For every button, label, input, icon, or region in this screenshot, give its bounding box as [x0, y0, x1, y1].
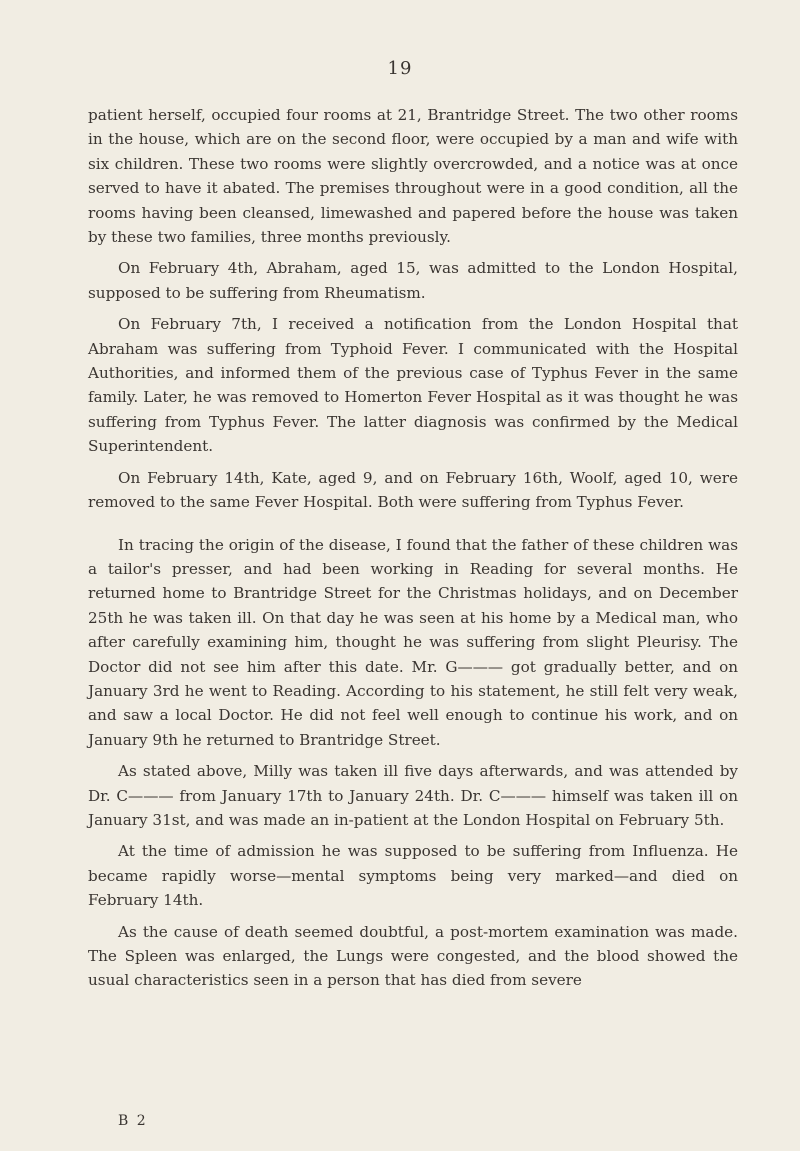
paragraph: In tracing the origin of the disease, I found that the father of these children was a tailor's presser, and had been working in Reading for several months. He returned home to Brantridge Street for the Christmas holidays, and on December 25th he was taken ill. On that day he was seen at his home by a Medical man, who after carefully examining him, thought he was suffering from slight Pleurisy. The Doctor did not see him after this date. Mr. G——— got gradually better, and on January 3rd he went to Reading. According to his statement, he still felt very weak, and saw a local Doctor. He did not feel well enough to continue his work, and on January 9th he returned to Brantridge Street. [88, 535, 738, 749]
paragraph: On February 4th, Abraham, aged 15, was admitted to the London Hospital, supposed to be suffering from Rheumatism. [88, 259, 738, 302]
paragraph: On February 7th, I received a notification from the London Hospital that Abraham was suffering from Typhoid Fever. I communicated with the Hospital Authorities, and informed them of the previous case of Typhus Fever in the same family. Later, he was removed to Homerton Fever Hospital as it was thought he was suffering from Typhus Fever. The latter diagnosis was confirmed by the Medical Superintendent. [88, 315, 738, 456]
paragraph: As stated above, Milly was taken ill five days afterwards, and was attended by Dr. C——— from January 17th to January 24th. Dr. C——— himself was taken ill on January 31st, and was made an in-patient at the London Hospital on February 5th. [88, 762, 738, 829]
signature-mark: B 2 [118, 1113, 148, 1129]
body-text [88, 103, 738, 1000]
paragraph: At the time of admission he was supposed to be suffering from Influenza. He became rapidly worse—mental symptoms being very marked—and died on February 14th. [88, 842, 738, 910]
paragraph: patient herself, occupied four rooms at 21, Brantridge Street. The two other rooms in the house, which are on the second floor, were occupied by a man and wife with six children. These two rooms were slightly overcrowded, and a notice was at once served to have it abated. The premises throughout were in a good condition, all the rooms having been cleansed, limewashed and papered before the house was taken by these two families, three months previously. [88, 106, 738, 247]
paragraph: As the cause of death seemed doubtful, a post-mortem examination was made. The Spleen was enlarged, the Lungs were congested, and the blood showed the usual characteristics seen in a person that has died from severe [88, 922, 738, 990]
paragraph: On February 14th, Kate, aged 9, and on February 16th, Woolf, aged 10, were removed to the same Fever Hospital. Both were suffering from Typhus Fever. [88, 468, 738, 512]
page-number: 19 [387, 58, 413, 79]
